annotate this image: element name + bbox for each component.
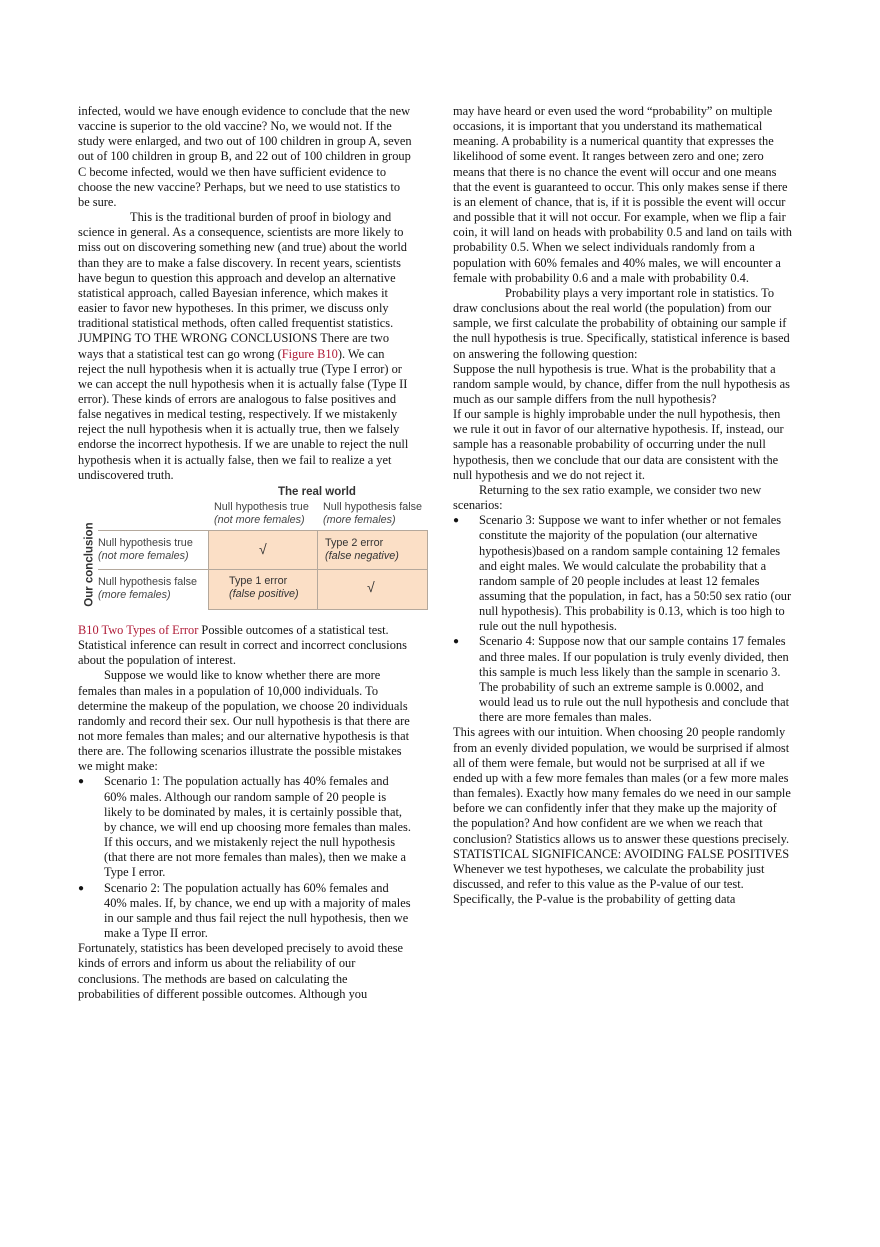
figure-caption (78, 623, 412, 668)
paragraph-text: ). We can reject the null hypothesis when it is actually true (Type I error) or we can accept the null hypothesis when it is actually false (Type II error). These kinds of errors are analogous to false positives and false negatives in medical testing, respectively. If we mistakenly reject the null hypothesis when it is actually true, then we falsely endorse the incorrect hypothesis. If we are unable to reject the null hypothesis when it is actually false, then we fail to realize a yet undiscovered truth. (78, 346, 409, 482)
paragraph: Probability plays a very important role in statistics. To draw conclusions about the real world (the population) from our sample, we first calculate the probability of obtaining our sample if the null hypothesis is true. Specifically, statistical inference is based on answering the following question: (453, 285, 790, 361)
list-item-text: Scenario 2: The population actually has 60% females and 40% males. If, by chance, we end up with a majority of males in our sample and thus fail reject the null hypothesis, then we make a Type II error. (104, 880, 411, 941)
row-label-null-false (98, 576, 197, 602)
row-line: (more females) (98, 588, 171, 601)
paragraph: This is the traditional burden of proof in biology and science in general. As a consequence, scientists are more likely to miss out on discovering something new (and true) about the world than they are to make a false discovery. In recent years, scientists have begun to question this approach and develop an alternative statistical approach, called Bayesian inference, which makes it easier to favor new hypotheses. In this primer, we discuss only traditional statistical methods, often called frequentist statistics. (78, 210, 407, 331)
error-types-figure (78, 485, 428, 617)
figure-title: The real world (278, 485, 356, 498)
column-header-null-true (214, 501, 309, 527)
list-item (453, 634, 793, 725)
cell-line: (false negative) (325, 549, 399, 562)
type2-error-cell (325, 537, 399, 563)
cell-line: (false positive) (229, 587, 299, 600)
list-item-text: Scenario 1: The population actually has 40% females and 60% males. Although our random sample of 20 people is likely to be dominated by males, it is certainly possible that, by chance, we will end up choosing more females than males. If this occurs, and we mistakenly reject the null hypothesis (that there are not more females than males), then we make a Type I error. (104, 774, 411, 880)
bullet-icon: ● (453, 515, 460, 527)
paragraph: Fortunately, statistics has been developed precisely to avoid these kinds of errors and inform us about the reliability of our conclusions. The methods are based on calculating the probabilities of different possible outcomes. Although you (78, 941, 404, 1001)
header-line: Null hypothesis true (214, 500, 309, 513)
divider (98, 569, 208, 570)
figure-link[interactable]: Figure B10 (281, 346, 338, 361)
check-icon: √ (259, 540, 267, 557)
paragraph: Suppose we would like to know whether there are more females than males in a population of 10,000 individuals. To determine the makeup of the population, we choose 20 individuals randomly and record their sex. Our null hypothesis is that there are not more females than males; and our alternative hypothesis is that there are. The following scenarios illustrate the possible mistakes we might make: (78, 668, 410, 774)
caption-label: B10 Two Types of Error (78, 622, 199, 637)
bullet-icon: ● (78, 882, 85, 894)
list-item-text: Scenario 4: Suppose now that our sample contains 17 females and three males. If our population is truly evenly divided, then this sample is much less likely than the sample in scenario 3. The probability of such an extreme sample is 0.0002, and would lead us to rule out the null hypothesis and conclude that there are more females than males. (479, 634, 790, 725)
header-line: (more females) (323, 513, 396, 526)
paragraph: If our sample is highly improbable under the null hypothesis, then we rule it out in favor of our alternative hypothesis. If, instead, our sample has a reasonable probability of occurring under the null hypothesis, then we conclude that our data are consistent with the null hypothesis and we do not reject it. (453, 407, 784, 482)
list-item (78, 774, 412, 880)
paragraph (78, 331, 412, 483)
list-item (453, 513, 793, 634)
cell-line: Type 1 error (229, 574, 288, 587)
paragraph: Suppose the null hypothesis is true. What is the probability that a random sample would, by chance, differ from the null hypothesis as much as our sample differs from the null hypothesis? (453, 361, 790, 406)
row-label-null-true (98, 537, 193, 563)
divider (317, 531, 318, 609)
row-line: Null hypothesis false (98, 575, 198, 588)
paragraph: may have heard or even used the word “probability” on multiple occasions, it is important that you understand its mathematical meaning. A probability is a numerical quantity that expresses the likelihood of some event. It ranges between zero and one; zero means that there is no chance the event will occur and one means that the event is guaranteed to occur. This only makes sense if there is an element of chance, that is, if it is possible the event will occur and possible that it will not occur. For example, when we flip a fair coin, it will land on heads with probability 0.5 and land on tails with probability 0.5. When we select individuals randomly from a population with 60% females and 40% males, we will encounter a female with probability 0.6 and a male with probability 0.4. (453, 104, 792, 285)
type1-error-cell (229, 575, 299, 601)
list-item (78, 881, 412, 942)
paragraph: This agrees with our intuition. When choosing 20 people randomly from an evenly divided population, we would be surprised if almost all of them were female, but would not be surprised at all if we ended up with a few more females than males (or a few more males than females). Exactly how many females do we need in our sample before we can confidently infer that they make up the majority of the population? And how confident are we when we reach that conclusion? Statistics allows us to answer these questions precisely. (453, 725, 791, 846)
header-line: Null hypothesis false (323, 500, 423, 513)
cell-line: Type 2 error (325, 536, 384, 549)
paragraph: STATISTICAL SIGNIFICANCE: AVOIDING FALSE POSITIVES Whenever we test hypotheses, we calculate the probability just discussed, and refer to this value as the P-value of our test. Specifically, the P-value is the probability of getting data (453, 846, 790, 907)
list-item-text: Scenario 3: Suppose we want to infer whether or not females constitute the majority of the population (our alternative hypothesis)based on a random sample containing 12 females and eight males. We would calculate the probability that a random sample of 20 people includes at least 12 females assuming that the population, in fact, has a 50:50 sex ratio (our null hypothesis). This probability is 0.13, which is too high to rule out the null hypothesis. (479, 513, 792, 634)
divider (209, 569, 427, 570)
bullet-icon: ● (453, 636, 460, 648)
left-column (78, 104, 423, 1002)
row-line: (not more females) (98, 549, 189, 562)
paragraph-text: JUMPING TO THE WRONG CONCLUSIONS There are two ways that a statistical test can go wrong ( (78, 331, 390, 361)
caption-text: Possible outcomes of a statistical test. Statistical inference can result in correct and incorrect conclusions about the population of interest. (78, 622, 407, 668)
paragraph: infected, would we have enough evidence to conclude that the new vaccine is superior to the old vaccine? No, we would not. If the study were enlarged, and two out of 100 children in group A, seven out of 100 children in group B, and 22 out of 100 children in group C become infected, would we then have sufficient evidence to choose the new vaccine? Perhaps, but we need to use statistics to be sure. (78, 104, 412, 209)
check-icon: √ (367, 578, 375, 595)
header-line: (not more females) (214, 513, 305, 526)
paragraph: Returning to the sex ratio example, we consider two new scenarios: (453, 482, 762, 513)
y-axis-label: Our conclusion (83, 522, 96, 607)
bullet-icon: ● (78, 776, 85, 788)
column-header-null-false (323, 501, 422, 527)
row-line: Null hypothesis true (98, 536, 193, 549)
right-column (453, 104, 793, 907)
outcome-grid (208, 530, 428, 610)
